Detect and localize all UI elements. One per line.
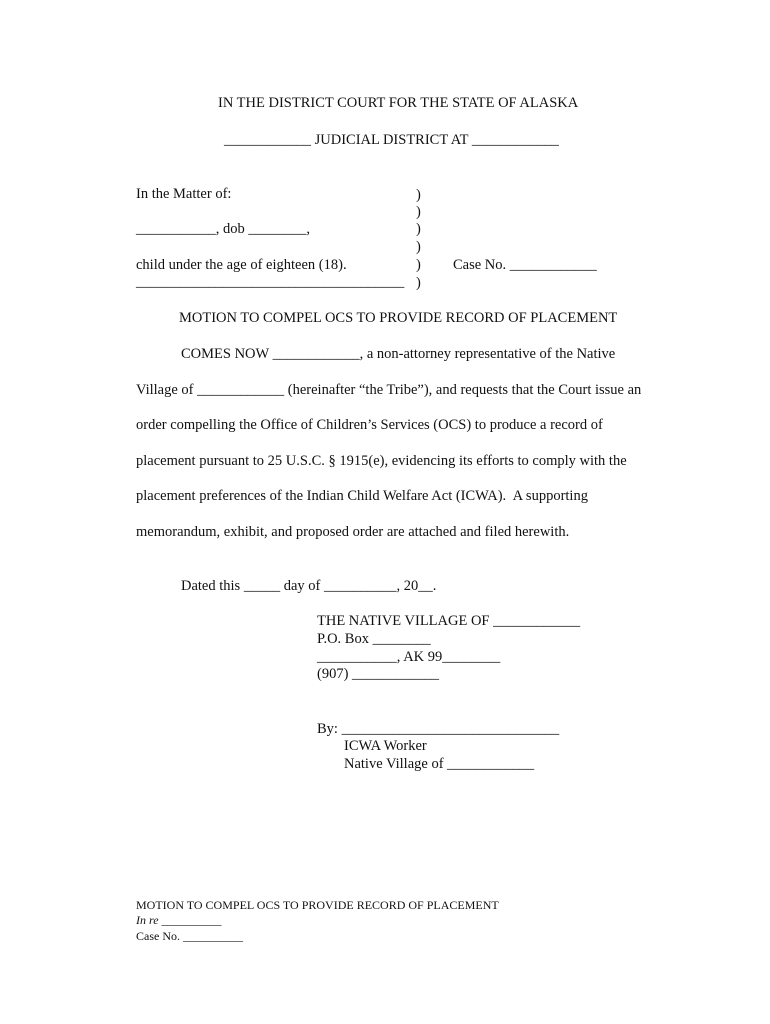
dated-line: Dated this _____ day of __________, 20__.: [181, 578, 437, 594]
judicial-district-line: ____________ JUDICIAL DISTRICT AT ____________: [224, 132, 559, 148]
body-line: placement pursuant to 25 U.S.C. § 1915(e), evidencing its efforts to comply with the: [136, 453, 627, 469]
signature-by-line: By: ______________________________: [317, 721, 560, 737]
caption-paren: ): [416, 275, 421, 291]
child-age-line: child under the age of eighteen (18).: [136, 257, 347, 273]
caption-paren: ): [416, 187, 421, 203]
motion-title: MOTION TO COMPEL OCS TO PROVIDE RECORD OF PLACEMENT: [179, 310, 618, 326]
signature-phone: (907) ____________: [317, 666, 440, 682]
caption-paren: ): [416, 221, 421, 237]
caption-paren: ): [416, 239, 421, 255]
body-line: order compelling the Office of Children’s Services (OCS) to produce a record of: [136, 417, 603, 433]
footer-in-re: [136, 913, 222, 928]
footer-in-re-blank: __________: [158, 913, 222, 927]
body-line: placement preferences of the Indian Child Welfare Act (ICWA). A supporting: [136, 488, 588, 504]
footer-title: MOTION TO COMPEL OCS TO PROVIDE RECORD OF PLACEMENT: [136, 898, 499, 912]
court-heading: IN THE DISTRICT COURT FOR THE STATE OF ALASKA: [218, 95, 579, 111]
body-line: COMES NOW ____________, a non-attorney representative of the Native: [181, 346, 616, 362]
matter-label: In the Matter of:: [136, 186, 232, 202]
body-line: Village of ____________ (hereinafter “the Tribe”), and requests that the Court issue an: [136, 382, 642, 398]
signature-worker-title: ICWA Worker: [344, 738, 427, 754]
child-name-dob-line: ___________, dob ________,: [136, 221, 310, 237]
signature-village: THE NATIVE VILLAGE OF ____________: [317, 613, 581, 629]
footer-in-re-label: In re: [136, 913, 159, 927]
caption-bottom-rule: _____________________________________: [136, 274, 405, 290]
caption-paren: ): [416, 257, 421, 273]
caption-paren: ): [416, 204, 421, 220]
body-line: memorandum, exhibit, and proposed order are attached and filed herewith.: [136, 524, 570, 540]
signature-worker-village: Native Village of ____________: [344, 756, 535, 772]
footer-case-number: Case No. __________: [136, 929, 243, 943]
case-number-line: Case No. ____________: [453, 257, 597, 273]
signature-city: ___________, AK 99________: [317, 649, 501, 665]
signature-po-box: P.O. Box ________: [317, 631, 431, 647]
